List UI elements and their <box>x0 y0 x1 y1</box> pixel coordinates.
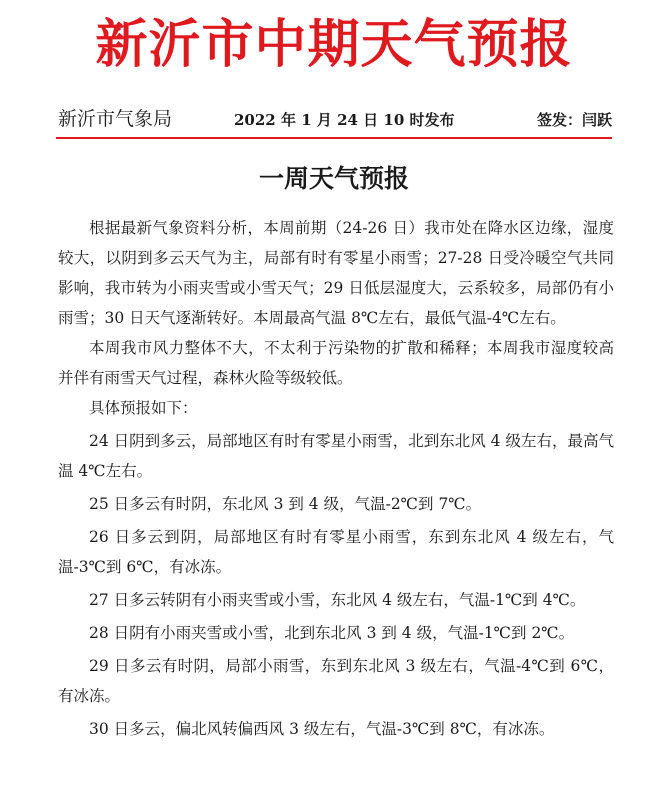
masthead-title: 新沂市中期天气预报 <box>95 15 573 75</box>
issuer-name: 新沂市气象局 <box>58 108 173 130</box>
issue-line <box>58 106 618 132</box>
daily-forecast-item: 25 日多云有时阴，东北风 3 到 4 级，气温-2℃到 7℃。 <box>89 495 482 513</box>
document-title: 一周天气预报 <box>258 164 409 193</box>
daily-forecast-item: 26 日多云到阴，局部地区有时有零星小雨雪，东到东北风 4 级左右，气温-3℃到 6℃，有冰冻。 <box>58 528 614 576</box>
daily-forecast-item: 29 日多云有时阴，局部小雨雪，东到东北风 3 级左右，气温-4℃到 6℃，有冰冻。 <box>58 657 614 705</box>
paragraph-wind: 本周我市风力整体不大，不太利于污染物的扩散和稀释；本周我市湿度较高并伴有雨雪天气过程，森林火险等级较低。 <box>58 339 614 387</box>
paragraph-overview: 根据最新气象资料分析，本周前期（24-26 日）我市处在降水区边缘，湿度较大，以阴到多云天气为主，局部有时有零星小雨雪；27-28 日受冷暖空气共同影响，我市转为小雨夹雪或小雪天气；29 日低层湿度大，云系较多，局部仍有小雨雪；30 日天气逐渐转好。本周最高气温 8℃左右，最低气温-4℃左右。 <box>58 219 614 327</box>
document-body <box>58 213 614 744</box>
daily-forecast-item: 24 日阴到多云，局部地区有时有零星小雨雪，北到东北风 4 级左右，最高气温 4℃左右。 <box>58 432 614 480</box>
daily-forecast-item: 28 日阴有小雨夹雪或小雪，北到东北风 3 到 4 级，气温-1℃到 2℃。 <box>89 624 575 642</box>
signer: 签发：闫跃 <box>536 111 612 129</box>
red-divider <box>56 137 612 139</box>
issue-date: 2022 年 1 月 24 日 10 时发布 <box>234 111 455 129</box>
paragraph-details-intro: 具体预报如下： <box>89 399 198 417</box>
daily-forecast-item: 30 日多云，偏北风转偏西风 3 级左右，气温-3℃到 8℃，有冰冻。 <box>89 720 555 738</box>
daily-forecast-item: 27 日多云转阴有小雨夹雪或小雪，东北风 4 级左右，气温-1℃到 4℃。 <box>89 591 586 609</box>
